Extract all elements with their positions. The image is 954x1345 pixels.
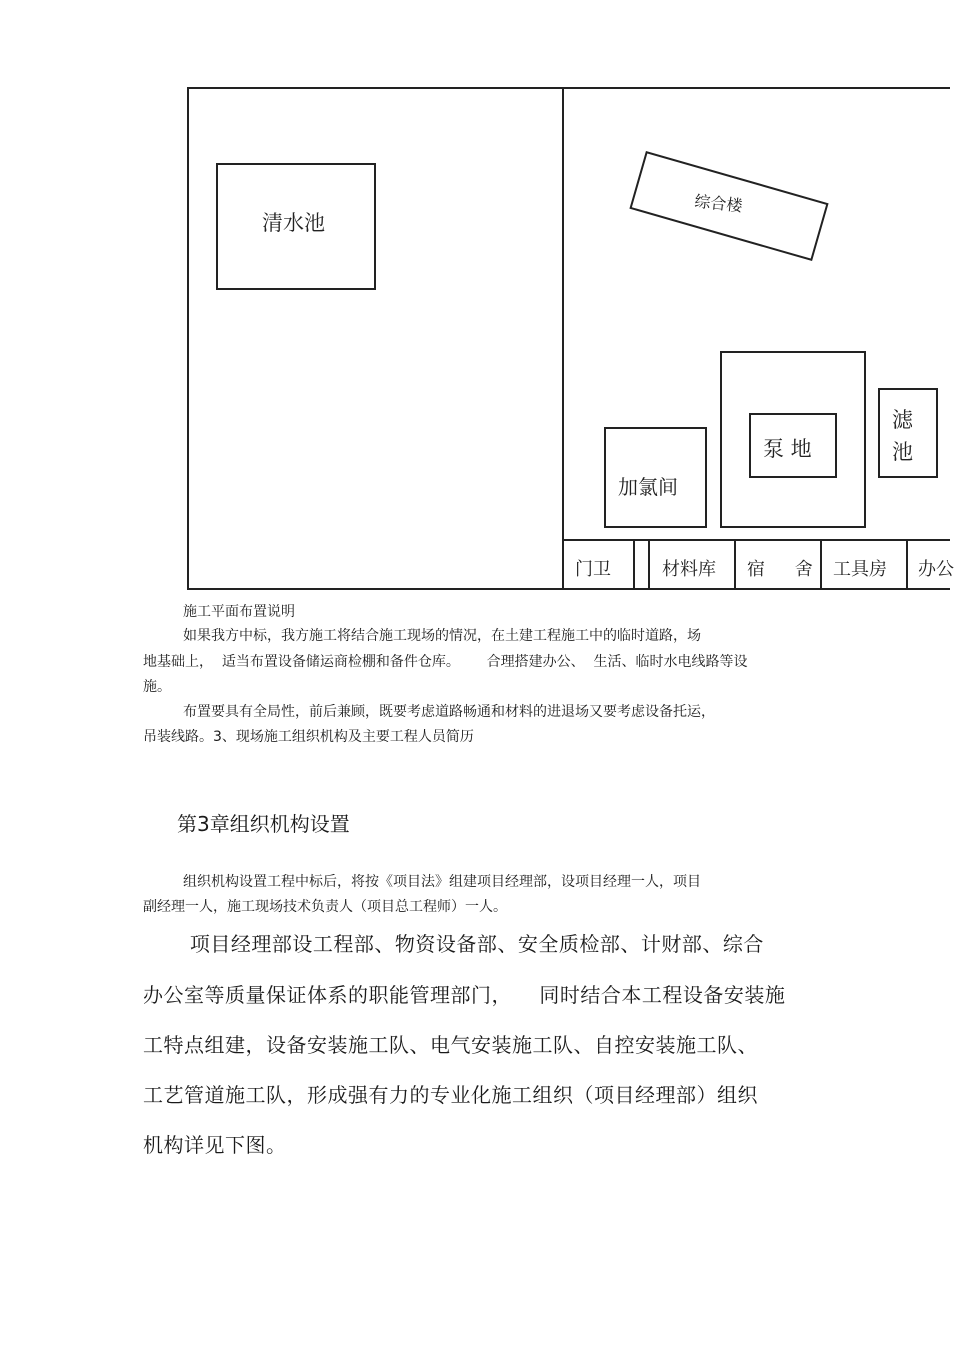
bottom-row-top-line (562, 539, 950, 541)
filter-tank-label-2: 池 (892, 440, 913, 464)
org-paragraph-large-line: 工艺管道施工队，形成强有力的专业化施工组织（项目经理部）组织 (143, 1083, 758, 1107)
office-building (629, 151, 828, 261)
chlorination-room (604, 427, 707, 528)
notes-line: 地基础上， 适当布置设备储运商检棚和备件仓库。 合理搭建办公、 生活、临时水电线路等设 (143, 654, 748, 670)
clear-water-tank-label: 清水池 (262, 211, 325, 235)
notes-line: 吊装线路。3、现场施工组织机构及主要工程人员简历 (143, 729, 474, 745)
chlorination-room-label: 加氯间 (618, 475, 678, 499)
material-store-label: 材料库 (662, 559, 716, 580)
dormitory-label: 宿 舍 (747, 559, 825, 580)
notes-line: 如果我方中标，我方施工将结合施工现场的情况，在土建工程施工中的临时道路，场 (183, 628, 701, 644)
notes-title: 施工平面布置说明 (183, 604, 295, 620)
gatehouse-label: 门卫 (575, 559, 611, 580)
office-label: 办公 (918, 559, 954, 580)
row-divider (906, 539, 908, 589)
site-boundary-right-top (562, 87, 950, 89)
filter-tank-label-1: 滤 (892, 408, 913, 432)
chapter-heading: 第3章组织机构设置 (177, 812, 350, 836)
clear-water-tank (216, 163, 376, 290)
tool-room-label: 工具房 (833, 559, 887, 580)
notes-line: 布置要具有全局性，前后兼顾，既要考虑道路畅通和材料的进退场又要考虑设备托运， (183, 704, 715, 720)
org-paragraph-large-line: 项目经理部设工程部、物资设备部、安全质检部、计财部、综合 (183, 932, 764, 956)
org-paragraph-large-line: 机构详见下图。 (143, 1133, 287, 1157)
row-divider (633, 539, 635, 589)
site-boundary-right-bottom (562, 588, 950, 590)
notes-line: 施。 (143, 679, 171, 695)
org-paragraph-large-line: 办公室等质量保证体系的职能管理部门， 同时结合本工程设备安装施 (143, 983, 786, 1007)
pump-pit (749, 413, 837, 478)
filter-tank (878, 388, 938, 478)
pump-pit-label: 泵 地 (763, 437, 812, 461)
org-paragraph-line: 副经理一人，施工现场技术负责人（项目总工程师）一人。 (143, 899, 507, 915)
office-building-label: 综合楼 (693, 191, 744, 216)
row-divider (734, 539, 736, 589)
org-paragraph-line: 组织机构设置工程中标后，将按《项目法》组建项目经理部，设项目经理一人，项目 (183, 874, 701, 890)
org-paragraph-large-line: 工特点组建，设备安装施工队、电气安装施工队、自控安装施工队、 (143, 1033, 758, 1057)
row-divider (648, 539, 650, 589)
